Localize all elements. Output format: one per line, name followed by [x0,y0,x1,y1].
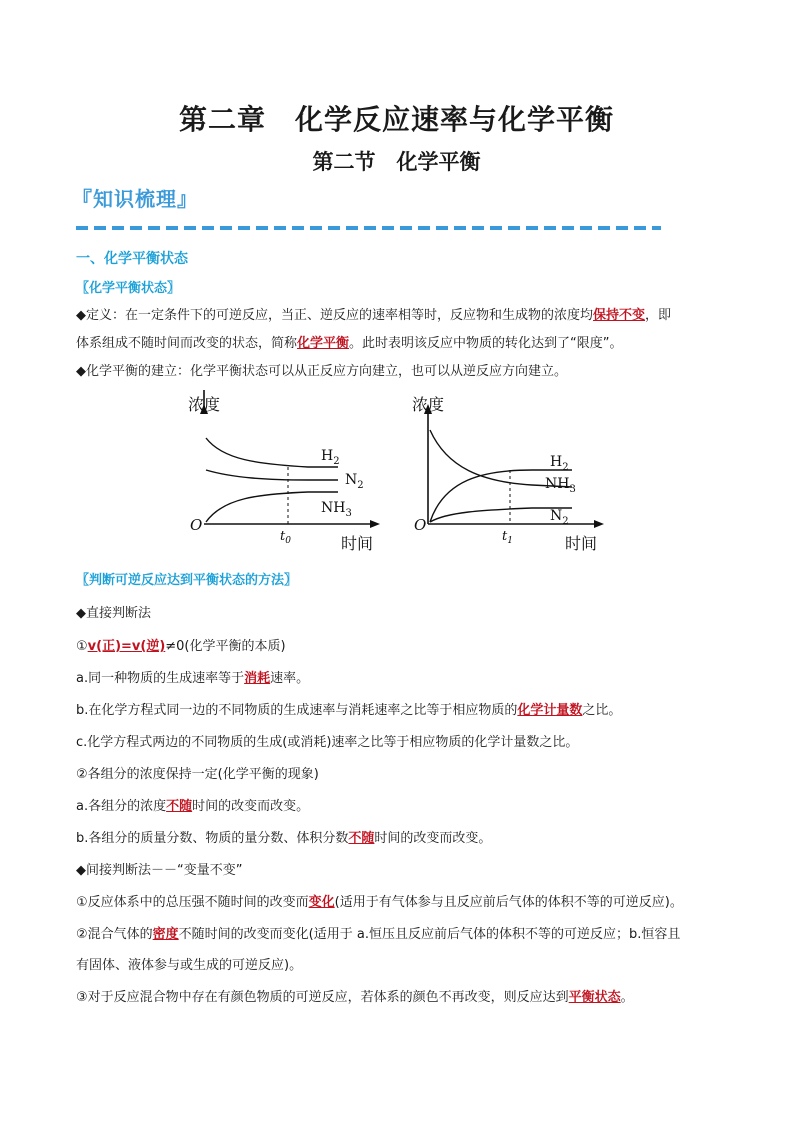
establishment-line: ◆化学平衡的建立：化学平衡状态可以从正反应方向建立，也可以从逆反应方向建立。 [76,364,567,379]
marker-label: $t_1$ [502,529,513,546]
rule-b1: b.在化学方程式同一边的不同物质的生成速率与消耗速率之比等于相应物质的化学计量数之比。 [76,703,622,718]
direct-method: ◆直接判断法 [76,606,151,621]
method-1: ①v(正)=v(逆)≠0(化学平衡的本质) [76,639,286,654]
chapter-title: 第二章 化学反应速率与化学平衡 [178,103,614,136]
series-label-h2: $H_2$ [321,448,340,467]
indirect-method: ◆间接判断法－－“变量不变” [76,863,243,878]
method-2: ②各组分的浓度保持一定(化学平衡的现象) [76,767,319,782]
y-axis-label: 浓度 [412,395,445,414]
indirect-2: ②混合气体的密度不随时间的改变而变化(适用于 a.恒压且反应前后气体的体积不等的可逆反应；b.恒容且 [76,927,681,942]
series-label-h2: $H_2$ [550,454,569,473]
y-axis-label: 浓度 [188,395,221,414]
series-label-nh3: $NH_3$ [545,476,576,495]
chart-forward [178,390,388,560]
origin-label: O [190,516,203,534]
subsection-label: 〖化学平衡状态〗 [76,281,181,296]
indirect-1: ①反应体系中的总压强不随时间的改变而变化(适用于有气体参与且反应前后气体的体积不等的可逆反应)。 [76,895,683,910]
series-label-nh3: $NH_3$ [321,500,352,519]
rule-a1: a.同一种物质的生成速率等于消耗速率。 [76,671,310,686]
knowledge-tag: 『知识梳理』 [72,187,198,211]
definition-line-2: 体系组成不随时间而改变的状态，简称化学平衡。此时表明该反应中物质的转化达到了“限度”。 [76,336,623,351]
rule-a2: a.各组分的浓度不随时间的改变而改变。 [76,799,310,814]
x-arrow [370,520,380,528]
origin-label: O [414,516,427,534]
dashed-divider [76,222,666,234]
marker-label: $t_0$ [280,529,291,546]
series-label-n2: $N_2$ [550,508,569,527]
series-label-n2: $N_2$ [345,472,364,491]
subsection-label-2: 〖判断可逆反应达到平衡状态的方法〗 [76,573,298,588]
rule-b2: b.各组分的质量分数、物质的量分数、体积分数不随时间的改变而改变。 [76,831,492,846]
definition-line: ◆定义：在一定条件下的可逆反应，当正、逆反应的速率相等时，反应物和生成物的浓度均保持不变，即 [76,308,672,323]
x-arrow [594,520,604,528]
curve-nh3 [206,492,338,522]
indirect-3: ③对于反应混合物中存在有颜色物质的可逆反应，若体系的颜色不再改变，则反应达到平衡状态。 [76,990,634,1005]
section-heading: 一、化学平衡状态 [76,251,188,267]
curve-h2 [206,438,338,467]
x-axis-label: 时间 [341,534,374,553]
chart-reverse [402,390,612,560]
rule-c1: c.化学方程式两边的不同物质的生成(或消耗)速率之比等于相应物质的化学计量数之比。 [76,735,579,750]
section-title: 第二节 化学平衡 [312,149,481,174]
indirect-2-cont: 有固体、液体参与或生成的可逆反应)。 [76,958,303,973]
x-axis-label: 时间 [565,534,598,553]
curve-n2 [206,470,338,480]
